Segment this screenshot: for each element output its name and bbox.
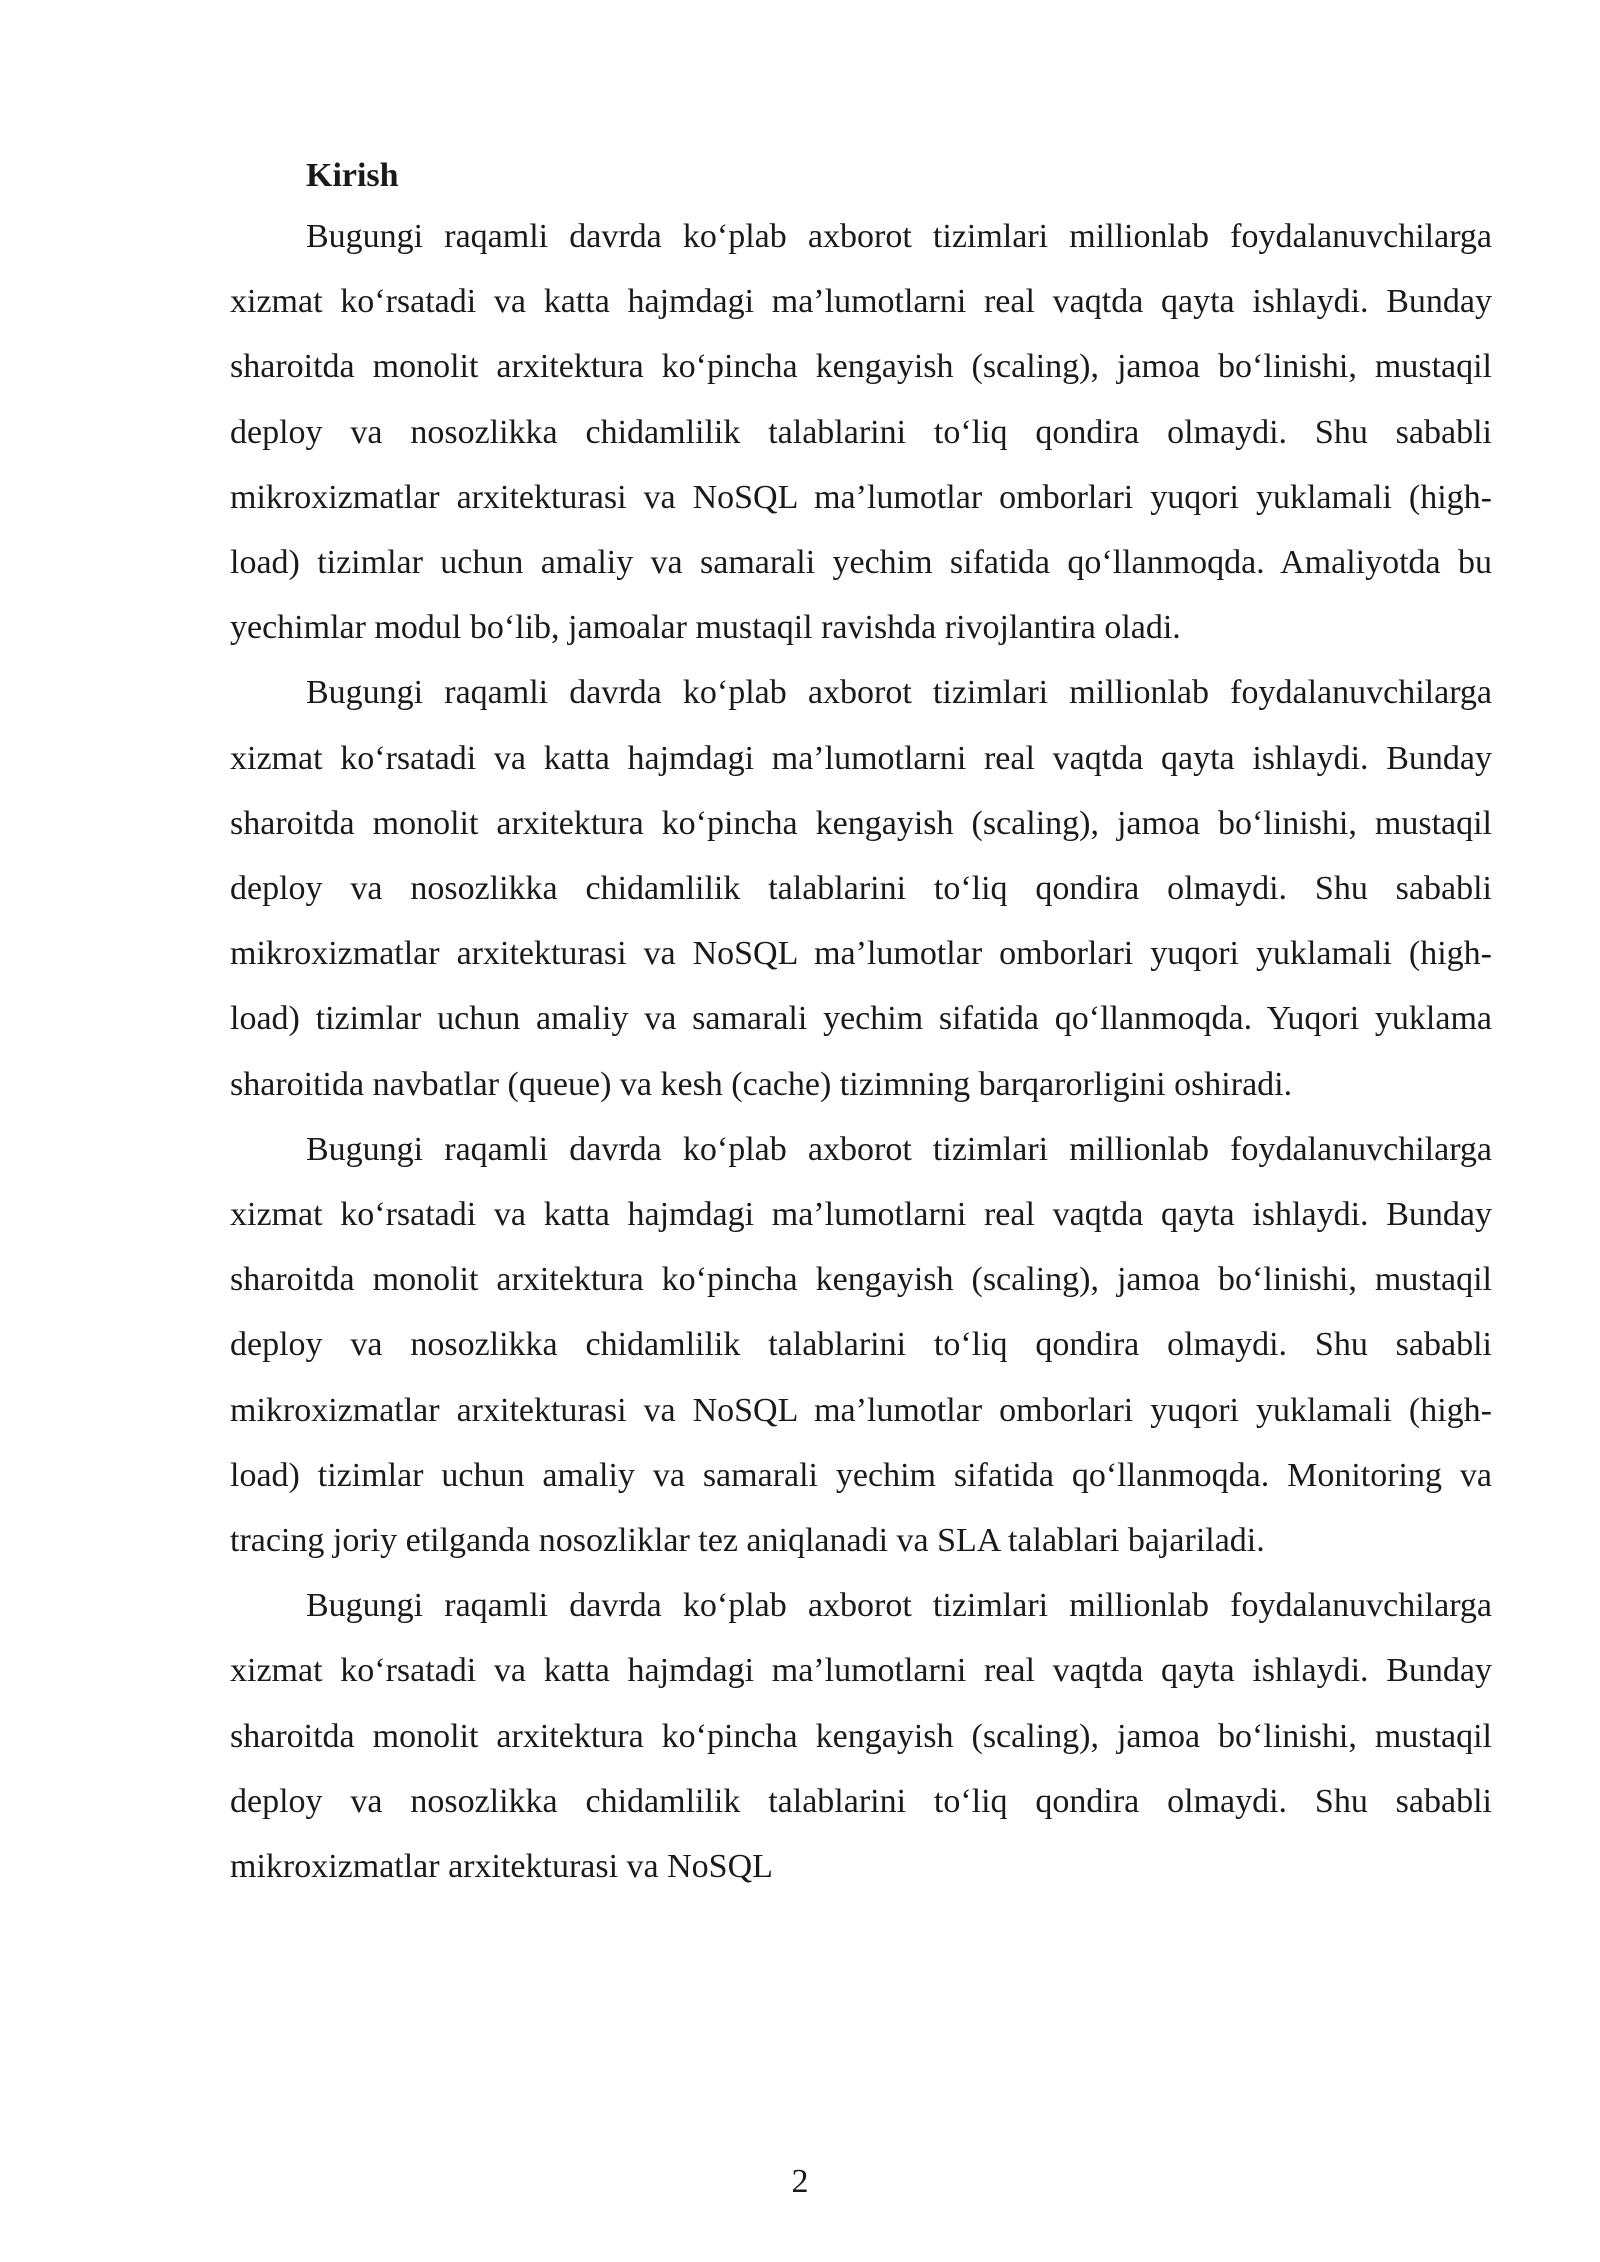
section-heading: Kirish — [306, 157, 399, 194]
body-paragraph-1: Bugungi raqamli davrda ko‘plab axborot tizimlari millionlab foydalanuvchilarga xizmat ko‘rsatadi va katta hajmdagi ma’lumotlarni real vaqtda qayta ishlaydi. Bunday sharoitda monolit arxitektura ko‘pincha kengayish (scaling), jamoa bo‘linishi, mustaqil deploy va nosozlikka chidamlilik talablarini to‘liq qondira olmaydi. Shu sababli mikroxizmatlar arxitekturasi va NoSQL ma’lumotlar omborlari yuqori yuklamali (high-load) tizimlar uchun amaliy va samarali yechim sifatida qo‘llanmoqda. Amaliyotda bu yechimlar modul bo‘lib, jamoalar mustaqil ravishda rivojlantira oladi. — [230, 218, 1492, 647]
body-paragraph-3: Bugungi raqamli davrda ko‘plab axborot tizimlari millionlab foydalanuvchilarga xizmat ko‘rsatadi va katta hajmdagi ma’lumotlarni real vaqtda qayta ishlaydi. Bunday sharoitda monolit arxitektura ko‘pincha kengayish (scaling), jamoa bo‘linishi, mustaqil deploy va nosozlikka chidamlilik talablarini to‘liq qondira olmaydi. Shu sababli mikroxizmatlar arxitekturasi va NoSQL ma’lumotlar omborlari yuqori yuklamali (high-load) tizimlar uchun amaliy va samarali yechim sifatida qo‘llanmoqda. Monitoring va tracing joriy etilganda nosozliklar tez aniqlanadi va SLA talablari bajariladi. — [230, 1130, 1492, 1560]
page-content — [230, 148, 1492, 1899]
page-number: 2 — [791, 2163, 809, 2200]
body-paragraph-4: Bugungi raqamli davrda ko‘plab axborot tizimlari millionlab foydalanuvchilarga xizmat ko‘rsatadi va katta hajmdagi ma’lumotlarni real vaqtda qayta ishlaydi. Bunday sharoitda monolit arxitektura ko‘pincha kengayish (scaling), jamoa bo‘linishi, mustaqil deploy va nosozlikka chidamlilik talablarini to‘liq qondira olmaydi. Shu sababli mikroxizmatlar arxitekturasi va NoSQL — [230, 1587, 1492, 1886]
body-paragraph-2: Bugungi raqamli davrda ko‘plab axborot tizimlari millionlab foydalanuvchilarga xizmat ko‘rsatadi va katta hajmdagi ma’lumotlarni real vaqtda qayta ishlaydi. Bunday sharoitda monolit arxitektura ko‘pincha kengayish (scaling), jamoa bo‘linishi, mustaqil deploy va nosozlikka chidamlilik talablarini to‘liq qondira olmaydi. Shu sababli mikroxizmatlar arxitekturasi va NoSQL ma’lumotlar omborlari yuqori yuklamali (high-load) tizimlar uchun amaliy va samarali yechim sifatida qo‘llanmoqda. Yuqori yuklama sharoitida navbatlar (queue) va kesh (cache) tizimning barqarorligini oshiradi. — [230, 674, 1492, 1103]
